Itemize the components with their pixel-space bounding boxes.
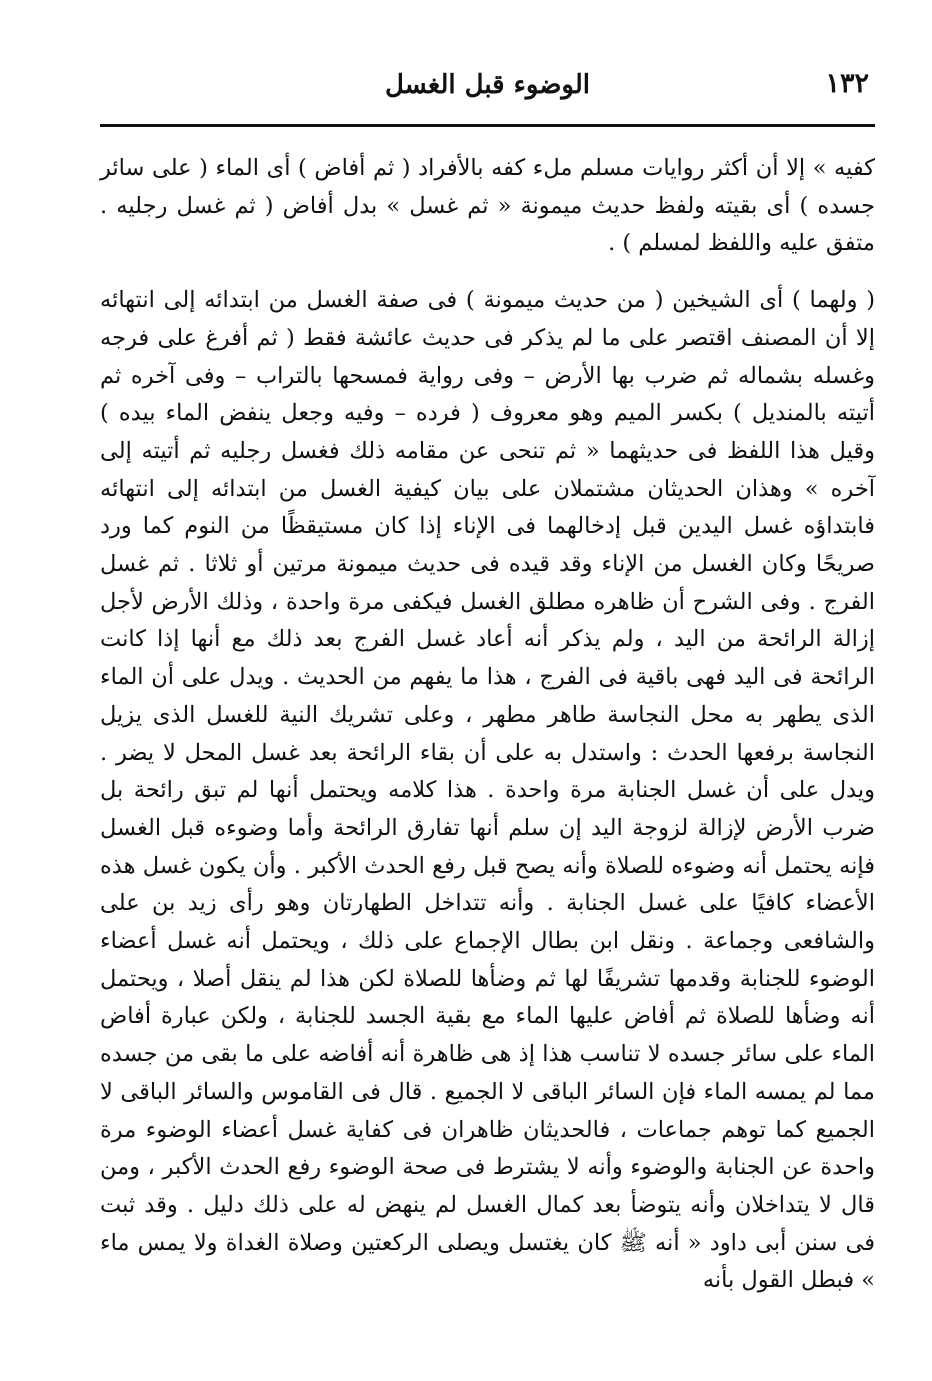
paragraph: ( ولهما ) أى الشيخين ( من حديث ميمونة ) فى صفة الغسل من ابتدائه إلى انتهائه إلا أن المصنف اقتصر على ما لم يذكر فى حديث عائشة فقط ( ثم أفرغ على فرجه وغسله بشماله ثم ضرب بها الأرض – وفى رواية فمسحها بالتراب – وفى آخره ثم أتيته بالمنديل ) بكسر الميم وهو معروف ( فرده – وفيه وجعل ينفض الماء بيده ) وقيل هذا اللفظ فى حديثهما « ثم تنحى عن مقامه ذلك فغسل رجليه ثم أتيته إلى آخره » وهذان الحديثان مشتملان على بيان كيفية الغسل من ابتدائه إلى انتهائه فابتداؤه غسل اليدين قبل إدخالهما فى الإناء إذا كان مستيقظًا من النوم كما ورد صريحًا وكان الغسل من الإناء وقد قيده فى حديث ميمونة مرتين أو ثلاثا . ثم غسل الفرج . وفى الشرح أن ظاهره مطلق الغسل فيكفى مرة واحدة ، وذلك الأرض لأجل إزالة الرائحة من اليد ، ولم يذكر أنه أعاد غسل الفرج بعد ذلك مع أنها إذا كانت الرائحة فى اليد فهى باقية فى الفرج ، هذا ما يفهم من الحديث . ويدل على أن الماء الذى يطهر به محل النجاسة طاهر مطهر ، وعلى تشريك النية للغسل الذى يزيل النجاسة برفعها الحدث : واستدل به على أن بقاء الرائحة بعد غسل المحل لا يضر . ويدل على أن غسل الجنابة مرة واحدة . هذا كلامه ويحتمل أنها لم تبق رائحة بل ضرب الأرض لإزالة لزوجة اليد إن سلم أنها تفارق الرائحة وأما وضوءه قبل الغسل فإنه يحتمل أنه وضوءه للصلاة وأنه يصح قبل رفع الحدث الأكبر . وأن يكون غسل هذه الأعضاء كافيًا على غسل الجنابة . وأنه تتداخل الطهارتان وهو رأى زيد بن على والشافعى وجماعة . ونقل ابن بطال الإجماع على ذلك ، ويحتمل أنه غسل أعضاء الوضوء للجنابة وقدمها تشريفًا لها ثم وضأها للصلاة لكن هذا لم ينقل أصلا ، ويحتمل أنه وضأها للصلاة ثم أفاض عليها الماء مع بقية الجسد للجنابة ، ولكن عبارة أفاض الماء على سائر جسده لا تناسب هذا إذ هى ظاهرة أنه أفاضه على ما بقى من جسده مما لم يمسه الماء فإن السائر الباقى لا الجميع . قال فى القاموس والسائر الباقى لا الجميع كما توهم جماعات ، فالحديثان ظاهران فى كفاية غسل أعضاء الوضوء مرة واحدة عن الجنابة والوضوء وأنه لا يشترط فى صحة الوضوء رفع الحدث الأكبر ، ومن قال لا يتداخلان وأنه يتوضأ بعد كمال الغسل لم ينهض له على ذلك دليل . وقد ثبت فى سنن أبى داود « أنه ﷺ كان يغتسل ويصلى الركعتين وصلاة الغداة ولا يمس ماء » فبطل القول بأنه	[100, 287, 875, 1294]
page-number: ١٣٢	[825, 68, 869, 99]
running-title: الوضوء قبل الغسل	[385, 70, 590, 100]
header-rule	[100, 124, 875, 127]
page-body	[100, 150, 875, 1300]
page-header	[100, 64, 875, 116]
paragraph: كفيه » إلا أن أكثر روايات مسلم ملء كفه بالأفراد ( ثم أفاض ) أى الماء ( على سائر جسده ) أى بقيته ولفظ حديث ميمونة « ثم غسل » بدل أفاض ( ثم غسل رجليه . متفق عليه واللفظ لمسلم ) .	[100, 155, 875, 257]
